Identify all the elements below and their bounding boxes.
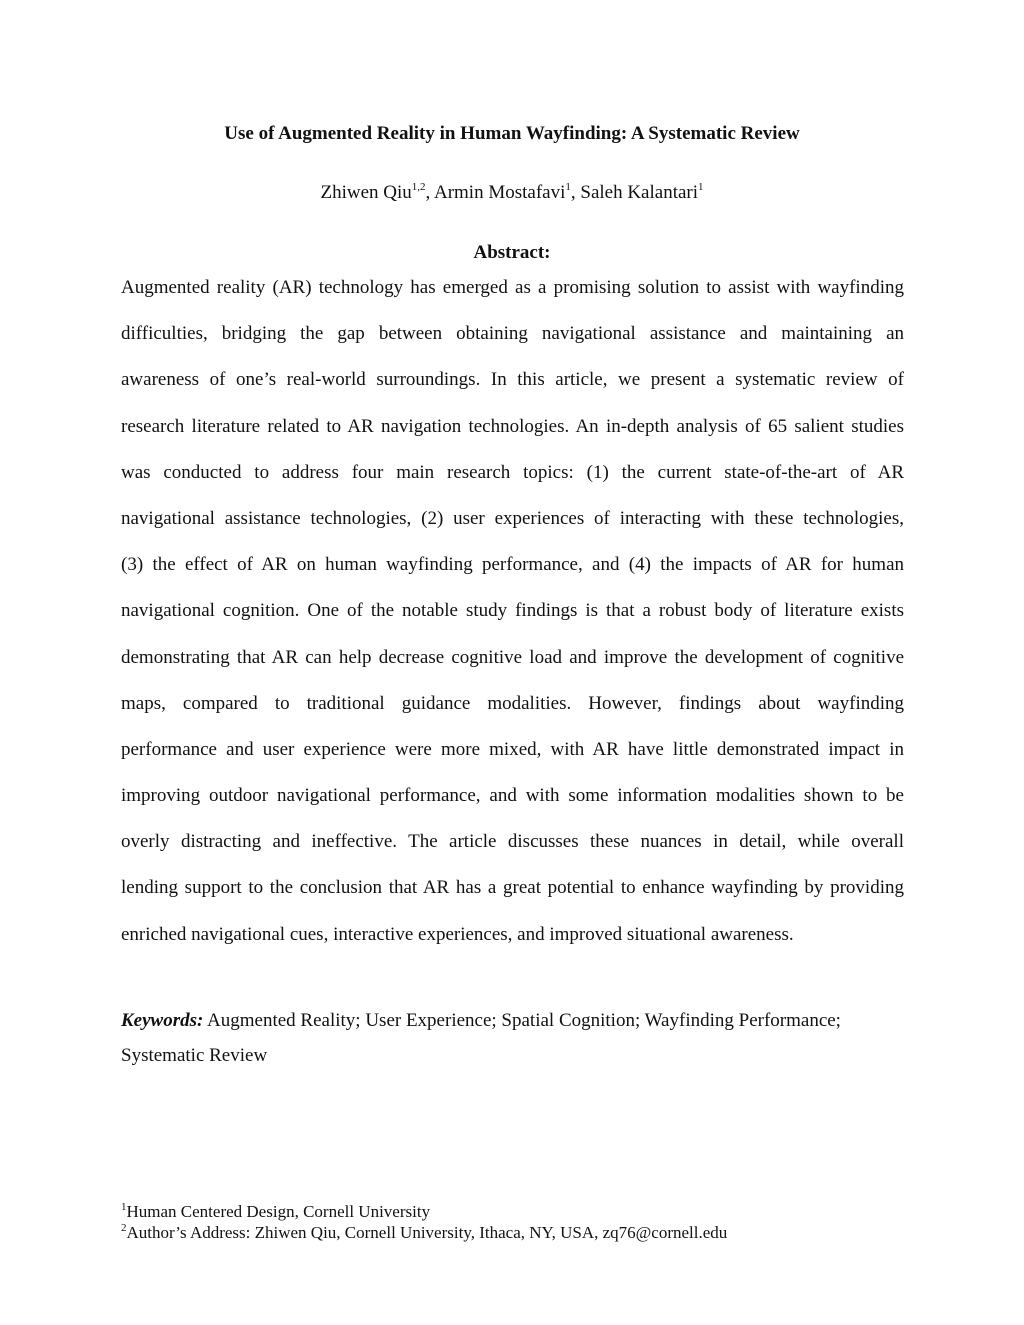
footnote-text: Human Centered Design, Cornell University [126, 1202, 431, 1221]
abstract-line: navigational assistance technologies, (2) user experiences of interacting with these technologies, [121, 507, 904, 529]
footnotes [121, 1201, 904, 1243]
footnote-mark: 1 [121, 1201, 127, 1213]
abstract-line: maps, compared to traditional guidance modalities. However, findings about wayfinding [121, 692, 904, 714]
abstract-line: lending support to the conclusion that AR has a great potential to enhance wayfinding by providing [121, 877, 904, 899]
author-list [0, 181, 1024, 205]
affiliation-mark: 1 [698, 181, 704, 193]
author-name: Zhiwen Qiu [320, 182, 412, 203]
abstract-line: research literature related to AR navigation technologies. An in-depth analysis of 65 salient studies [121, 415, 904, 437]
author-separator: , [425, 182, 434, 203]
keywords [121, 1003, 904, 1073]
paper-title: Use of Augmented Reality in Human Wayfinding: A Systematic Review [224, 123, 800, 144]
footnote-text: Author’s Address: Zhiwen Qiu, Cornell University, Ithaca, NY, USA, zq76@cornell.edu [126, 1223, 728, 1242]
abstract-body [121, 265, 904, 958]
author-separator: , [570, 182, 581, 203]
abstract-line: navigational cognition. One of the notable study findings is that a robust body of literature exists [121, 600, 904, 622]
keywords-text: Augmented Reality; User Experience; Spatial Cognition; Wayfinding Performance; Systematic Review [121, 1010, 841, 1066]
author-name: Saleh Kalantari [580, 182, 699, 203]
abstract-line: was conducted to address four main research topics: (1) the current state-of-the-art of AR [121, 461, 904, 483]
abstract-line: overly distracting and ineffective. The article discusses these nuances in detail, while overall [121, 831, 904, 853]
keywords-label: Keywords: [121, 1010, 204, 1031]
footnote-mark: 2 [121, 1222, 127, 1234]
affiliation-mark: 1 [565, 181, 571, 193]
affiliation-mark: 1,2 [411, 181, 426, 193]
abstract-line: improving outdoor navigational performance, and with some information modalities shown to be [121, 785, 904, 807]
abstract-heading: Abstract: [473, 242, 551, 263]
author-name: Armin Mostafavi [433, 182, 566, 203]
abstract-line: (3) the effect of AR on human wayfinding performance, and (4) the impacts of AR for human [121, 554, 904, 576]
abstract-line: awareness of one’s real-world surroundings. In this article, we present a systematic review of [121, 369, 904, 391]
abstract-line: performance and user experience were more mixed, with AR have little demonstrated impact in [121, 738, 904, 760]
footnote [121, 1201, 904, 1222]
abstract-line: Augmented reality (AR) technology has emerged as a promising solution to assist with wayfinding [121, 277, 904, 298]
footnote [121, 1222, 904, 1243]
abstract-line: enriched navigational cues, interactive experiences, and improved situational awareness. [121, 923, 794, 945]
abstract-line: difficulties, bridging the gap between obtaining navigational assistance and maintaining an [121, 323, 904, 345]
abstract-line: demonstrating that AR can help decrease cognitive load and improve the development of cognitive [121, 646, 904, 668]
